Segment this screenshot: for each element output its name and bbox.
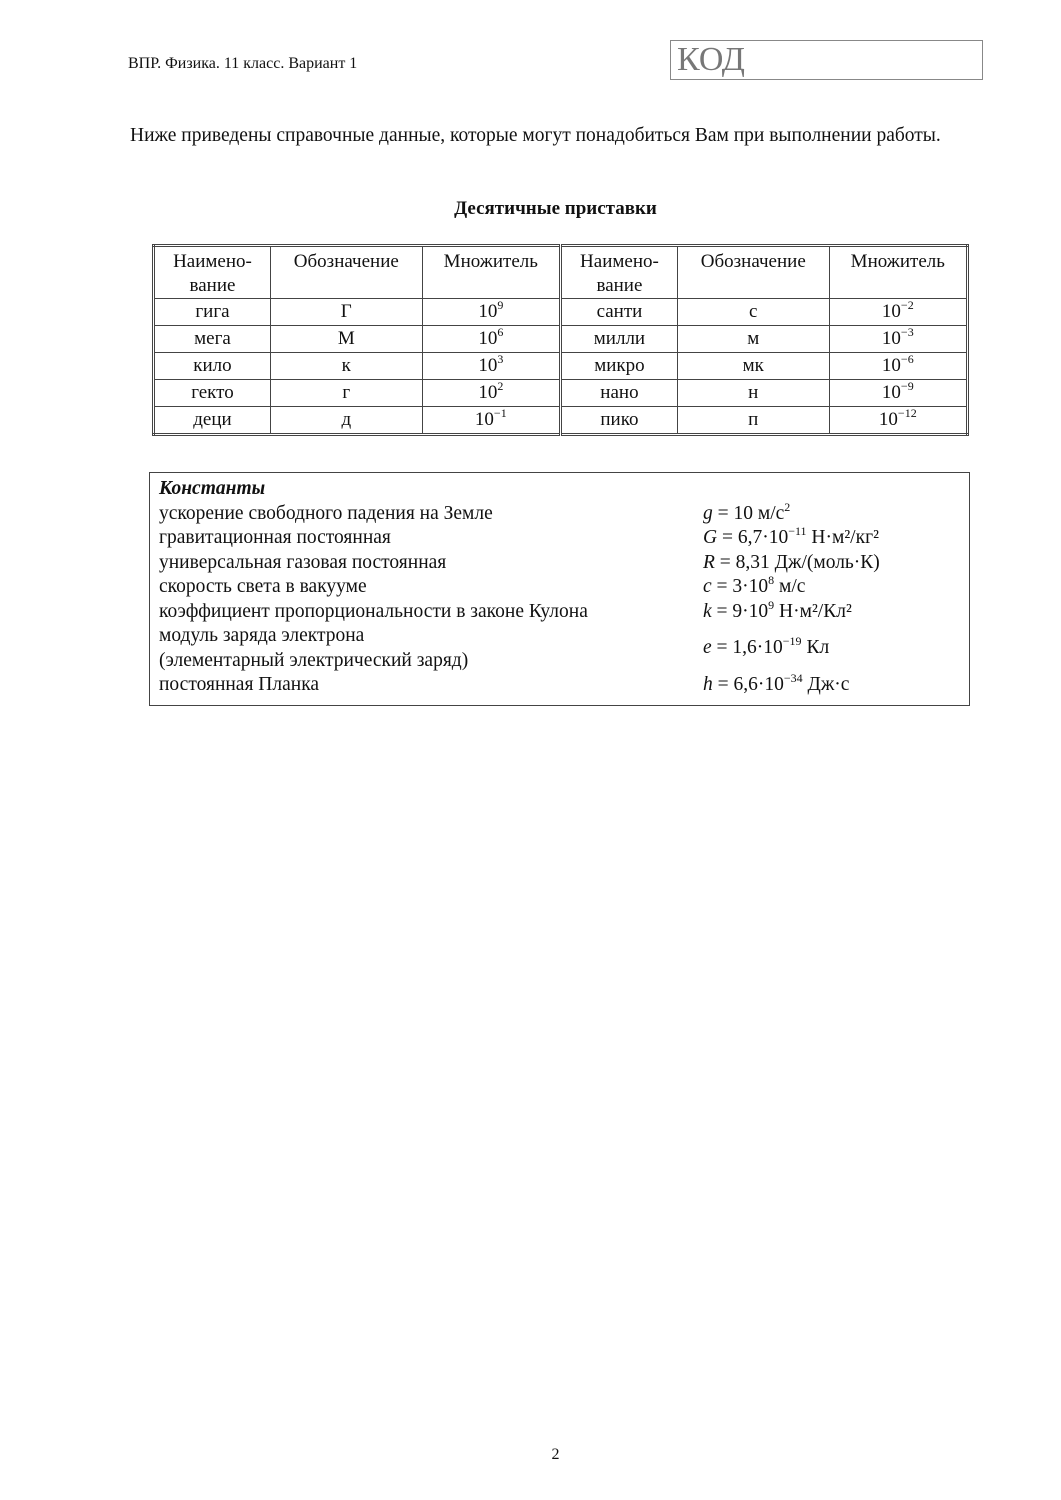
multiplier-cell bbox=[829, 326, 967, 353]
constant-pre: = 6,7·10 bbox=[717, 527, 789, 548]
multiplier-exponent: −3 bbox=[900, 325, 914, 339]
prefix-name: гекто bbox=[154, 380, 271, 407]
multiplier-cell bbox=[829, 353, 967, 380]
multiplier-base: 10 bbox=[478, 301, 498, 322]
table-row bbox=[154, 353, 968, 380]
multiplier-cell bbox=[829, 380, 967, 407]
constant-name-line: коэффициент пропорциональности в законе Кулона bbox=[159, 600, 588, 622]
multiplier-cell bbox=[422, 326, 560, 353]
multiplier-exponent: 3 bbox=[497, 352, 504, 366]
constant-name-line: гравитационная постоянная bbox=[159, 527, 391, 548]
column-header: Наимено- вание bbox=[560, 246, 677, 299]
constant-pre: = 1,6·10 bbox=[711, 637, 783, 659]
prefix-name: милли bbox=[560, 326, 677, 353]
prefix-symbol: с bbox=[677, 299, 829, 326]
prefix-name: деци bbox=[154, 407, 271, 435]
constant-name-line: ускорение свободного падения на Земле bbox=[159, 502, 493, 524]
prefix-name: нано bbox=[560, 380, 677, 407]
column-header: Наимено- вание bbox=[154, 246, 271, 299]
multiplier-base: 10 bbox=[881, 382, 901, 403]
multiplier-base: 10 bbox=[478, 382, 498, 403]
prefix-name: санти bbox=[560, 299, 677, 326]
intro-paragraph: Ниже приведены справочные данные, которые могут понадобиться Вам при выполнении работы. bbox=[130, 125, 941, 146]
constant-sym: R bbox=[703, 551, 715, 573]
constant-name bbox=[159, 673, 703, 698]
constant-pre: = 3·10 bbox=[711, 576, 769, 597]
constant-post: м/с bbox=[774, 576, 806, 597]
constant-pre: = 10 м/с bbox=[712, 502, 785, 524]
column-header: Обозначение bbox=[270, 246, 422, 299]
multiplier-base: 10 bbox=[878, 409, 898, 430]
constant-name bbox=[159, 551, 703, 576]
constant-sym: G bbox=[703, 527, 718, 548]
constant-pre: = 9·10 bbox=[711, 600, 769, 622]
multiplier-base: 10 bbox=[881, 328, 901, 349]
constant-name bbox=[159, 526, 703, 551]
prefix-name: кило bbox=[154, 353, 271, 380]
constant-name-line: универсальная газовая постоянная bbox=[159, 551, 447, 573]
multiplier-cell bbox=[829, 299, 967, 326]
multiplier-base: 10 bbox=[474, 409, 494, 430]
column-header: Обозначение bbox=[677, 246, 829, 299]
multiplier-base: 10 bbox=[478, 328, 498, 349]
constant-name-line: постоянная Планка bbox=[159, 674, 320, 695]
prefix-symbol: мк bbox=[677, 353, 829, 380]
constant-row bbox=[159, 575, 960, 600]
multiplier-exponent: 2 bbox=[497, 379, 504, 393]
constant-pre: = 6,6·10 bbox=[712, 674, 784, 695]
table-row bbox=[154, 299, 968, 326]
multiplier-base: 10 bbox=[478, 355, 498, 376]
constant-sym: e bbox=[703, 637, 712, 659]
constant-name-line: скорость света в вакууме bbox=[159, 576, 367, 597]
multiplier-exponent: 9 bbox=[497, 298, 504, 312]
constant-sym: g bbox=[703, 502, 713, 524]
multiplier-base: 10 bbox=[881, 355, 901, 376]
constant-value bbox=[703, 597, 960, 625]
prefix-symbol: к bbox=[270, 353, 422, 380]
column-header: Множитель bbox=[829, 246, 967, 299]
constant-post: Н·м²/кг² bbox=[806, 527, 879, 548]
code-field: КОД bbox=[670, 40, 983, 80]
constants-title: Константы bbox=[159, 478, 266, 499]
table-row bbox=[154, 407, 968, 435]
constant-name bbox=[159, 624, 703, 673]
multiplier-cell bbox=[422, 299, 560, 326]
constant-row bbox=[159, 499, 960, 527]
constant-post: Н·м²/Кл² bbox=[774, 600, 852, 622]
multiplier-exponent: −12 bbox=[897, 406, 917, 420]
constant-row bbox=[159, 551, 960, 576]
constant-name bbox=[159, 575, 703, 600]
prefix-symbol: М bbox=[270, 326, 422, 353]
constant-value bbox=[703, 551, 960, 576]
constant-exp: −34 bbox=[783, 671, 803, 685]
prefix-symbol: н bbox=[677, 380, 829, 407]
multiplier-cell bbox=[829, 407, 967, 435]
constant-value bbox=[703, 526, 960, 551]
prefix-name: микро bbox=[560, 353, 677, 380]
table-row bbox=[154, 380, 968, 407]
multiplier-exponent: −2 bbox=[900, 298, 914, 312]
constant-name-line: (элементарный электрический заряд) bbox=[159, 649, 469, 671]
constant-pre: = 8,31 Дж/(моль·К) bbox=[714, 551, 880, 573]
prefixes-table bbox=[152, 244, 969, 436]
prefix-name: мега bbox=[154, 326, 271, 353]
constant-exp: −19 bbox=[782, 634, 802, 649]
constant-post: Дж·с bbox=[802, 674, 850, 695]
multiplier-cell bbox=[422, 380, 560, 407]
constant-name bbox=[159, 502, 703, 527]
constant-sym: k bbox=[703, 600, 712, 622]
constants-box bbox=[149, 472, 970, 706]
constant-row bbox=[159, 673, 960, 698]
header-title: ВПР. Физика. 11 класс. Вариант 1 bbox=[128, 55, 358, 72]
multiplier-exponent: −1 bbox=[493, 406, 507, 420]
prefix-name: пико bbox=[560, 407, 677, 435]
constant-exp: 8 bbox=[768, 573, 775, 587]
prefix-name: гига bbox=[154, 299, 271, 326]
prefix-symbol: п bbox=[677, 407, 829, 435]
multiplier-base: 10 bbox=[881, 301, 901, 322]
constant-exp: 2 bbox=[784, 499, 791, 514]
constant-value bbox=[703, 673, 960, 698]
constant-value bbox=[703, 499, 960, 527]
prefixes-title: Десятичные приставки bbox=[454, 198, 657, 219]
constant-value bbox=[703, 575, 960, 600]
constant-row bbox=[159, 526, 960, 551]
constant-row bbox=[159, 597, 960, 625]
multiplier-exponent: −6 bbox=[900, 352, 914, 366]
multiplier-cell bbox=[422, 407, 560, 435]
constant-post: Кл bbox=[801, 637, 830, 659]
multiplier-cell bbox=[422, 353, 560, 380]
constant-exp: −11 bbox=[788, 524, 807, 538]
constant-sym: h bbox=[703, 674, 713, 695]
constant-name bbox=[159, 600, 703, 625]
multiplier-exponent: −9 bbox=[900, 379, 914, 393]
page-number: 2 bbox=[551, 1446, 560, 1463]
prefix-symbol: м bbox=[677, 326, 829, 353]
table-row bbox=[154, 326, 968, 353]
constant-sym: c bbox=[703, 576, 712, 597]
prefix-symbol: Г bbox=[270, 299, 422, 326]
prefix-symbol: г bbox=[270, 380, 422, 407]
constant-exp: 9 bbox=[768, 597, 775, 612]
prefix-symbol: д bbox=[270, 407, 422, 435]
constant-value bbox=[703, 636, 960, 661]
column-header: Множитель bbox=[422, 246, 560, 299]
constant-name-line: модуль заряда электрона bbox=[159, 625, 365, 646]
multiplier-exponent: 6 bbox=[497, 325, 504, 339]
constant-row bbox=[159, 624, 960, 673]
